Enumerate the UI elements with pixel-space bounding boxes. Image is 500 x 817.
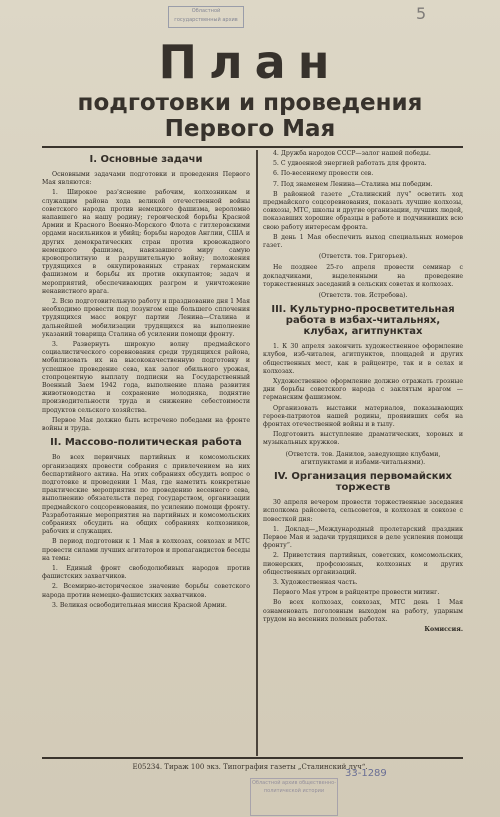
responsible-note: (Ответств. тов. Ястребова). [318,292,408,300]
archive-ink-number: 33-1289 [345,768,387,779]
paragraph: В районной газете „Сталинский луч“ осветить ход предмайского соцсоревнования, показать лучшие колхозы, совхозы, МТС, школы и другие организации, лучших людей, показавших хорошие образцы в работе и подчинивших всю свою работу интересам фронта. [263,190,463,231]
archive-stamp-bottom: Областной архив общественно-политической истории [250,778,338,816]
paragraph: Основными задачами подготовки и проведения Первого Мая являются: [42,171,250,187]
paragraph: 7. Под знаменем Ленина—Сталина мы победим. [273,180,433,188]
paragraph: Подготовить выступление драматических, хоровых и музыкальных кружков. [263,431,463,447]
left-column [42,150,250,612]
paragraph: 30 апреля вечером провести торжественные заседания исполкома райсовета, сельсоветов, в колхозах и совхозе с повесткой дня: [263,499,463,523]
top-rule [42,146,463,148]
paragraph: 5. С удвоенной энергией работать для фронта. [273,160,427,168]
paragraph: 3. Великая освободительная миссия Красной Армии. [52,601,227,609]
imprint-footer: Е05234. Тираж 100 экз. Типография газеты „Сталинский луч“. [132,763,368,771]
paragraph: 3. Развернуть широкую волну предмайского социалистического соревнования среди трудящихся района, мобилизовать их на высококачественную подготовку и успешное проведение сева, как залог обильного урожая, стопроцентную выплату подписки на Государственный Военный Заем 1942 года, выполнение плана развития животноводства и сохранение молодняка, поднятие производительности труда и снижение себестоимости продуктов сельского хозяйства. [42,341,250,414]
section-3-heading: III. Культурно-просветительная работа в избах-читальнях, клубах, агитпунктах [271,304,455,338]
paragraph: 2. Всемирно-историческое значение борьбы советского народа против немецко-фашистских захватчиков. [42,583,250,599]
responsible-note: (Ответств. тов. Григорьев). [318,253,408,261]
column-divider [256,150,258,756]
right-column [263,150,463,636]
paragraph: Во всех колхозах, совхозах, МТС день 1 Мая ознаменовать поголовным выходом на работу, ударным трудом на весенних полевых работах. [263,599,463,623]
document-subtitle-line2: Первого Мая [164,116,336,142]
paragraph: 6. По-весеннему провести сев. [273,170,374,178]
paragraph: 4. Дружба народов СССР—залог нашей победы. [273,150,431,157]
paragraph: 1. К 30 апреля закончить художественное оформление клубов, изб-читален, агитпунктов, площадей и других общественных мест, как в райцентре, так и в селах и колхозах. [263,343,463,375]
document-subtitle-line1: подготовки и проведения [77,90,423,116]
paragraph: 2. Приветствия партийных, советских, комсомольских, пионерских, профсоюзных, колхозных и других общественных организаций. [263,552,463,576]
paragraph: Не позднее 25-го апреля провести семинар с докладчиками, выделенными на проведение торжественных заседаний в сельских советах и колхозах. [263,264,463,288]
archive-stamp-top: Областной государственный архив [168,6,244,28]
paragraph: Первое Мая должно быть встречено победами на фронте войны и труда. [42,416,250,433]
paragraph: Организовать выставки материалов, показывающих героев-патриотов нашей родины, проявивших себя на фронтах отечественной войны и в тылу. [263,404,463,429]
paragraph: В день 1 Мая обеспечить выход специальных номеров газет. [263,233,463,250]
paragraph: 1. Широкое раз'яснение рабочим, колхозникам и служащим района хода великой отечественной войны советского народа против немецкого фашизма, вероломно напавшего на нашу родину; героической борьбы Красной Армии и Красного Военно-Морского Флота с гитлеровскими ордами насильников и убийц; борьбы народов Англии, США и других демократических стран против кровожадного немецкого фашизма, навязавшего миру самую кровопролитную и разрушительную войну; положения трудящихся в оккупированных странах германским фашизмом и борьбы их против оккупантов; задач и мероприятий, обеспечивающих разгром и уничтожение ненавистного врага. [42,189,250,295]
document-title: План [158,35,342,89]
paragraph: 3. Художественная часть. [273,578,358,586]
bottom-rule [42,757,463,759]
pencil-page-number: 5 [416,4,427,23]
responsible-note: (Ответств. тов. Данилов, заведующие клубами, агитпунктами и избами-читальнями). [285,450,441,466]
paragraph: Первого Мая утром в райцентре провести митинг. [273,589,440,597]
paragraph: 1. Единый фронт свободолюбивых народов против фашистских захватчиков. [42,564,250,581]
paragraph: 1. Доклад—„Международный пролетарский праздник Первое Мая и задачи трудящихся в деле усиления помощи фронту“. [263,525,463,550]
paragraph: Художественное оформление должно отражать грозные дни борьбы советского народа с заклятым врагом — германским фашизмом. [263,378,463,402]
section-2-heading: II. Массово-политическая работа [50,437,242,449]
paragraph: 2. Всю подготовительную работу и празднование дня 1 Мая необходимо провести под лозунгом еще большего сплочения трудящихся масс вокруг партии Ленина—Сталина и дальнейшей мобилизации трудящихся на выполнение указаний товарища Сталина об усилении помощи фронту. [42,298,250,338]
section-1-heading: I. Основные задачи [89,154,203,165]
section-4-heading: IV. Организация первомайских торжеств [273,471,453,494]
signature-commission: Комиссия. [424,625,463,633]
paragraph: Во всех первичных партийных и комсомольских организациях провести собрания с привлечением на них беспартийного актива. На этих собраниях обсудить вопрос о подготовке и проведении 1 Мая, где наметить конкретные практические мероприятия по проведению весеннего сева, выполнению обязательств перед государством, организации предмайского соцсоревнования, по усилению помощи фронту. Разработанные мероприятия на партийных и комсомольских собраниях обсудить на общих собраниях колхозников, рабочих и служащих. [42,454,250,536]
paragraph: В период подготовки к 1 Мая в колхозах, совхозах и МТС провести силами лучших агитаторов и пропагандистов беседы на темы: [42,538,250,562]
